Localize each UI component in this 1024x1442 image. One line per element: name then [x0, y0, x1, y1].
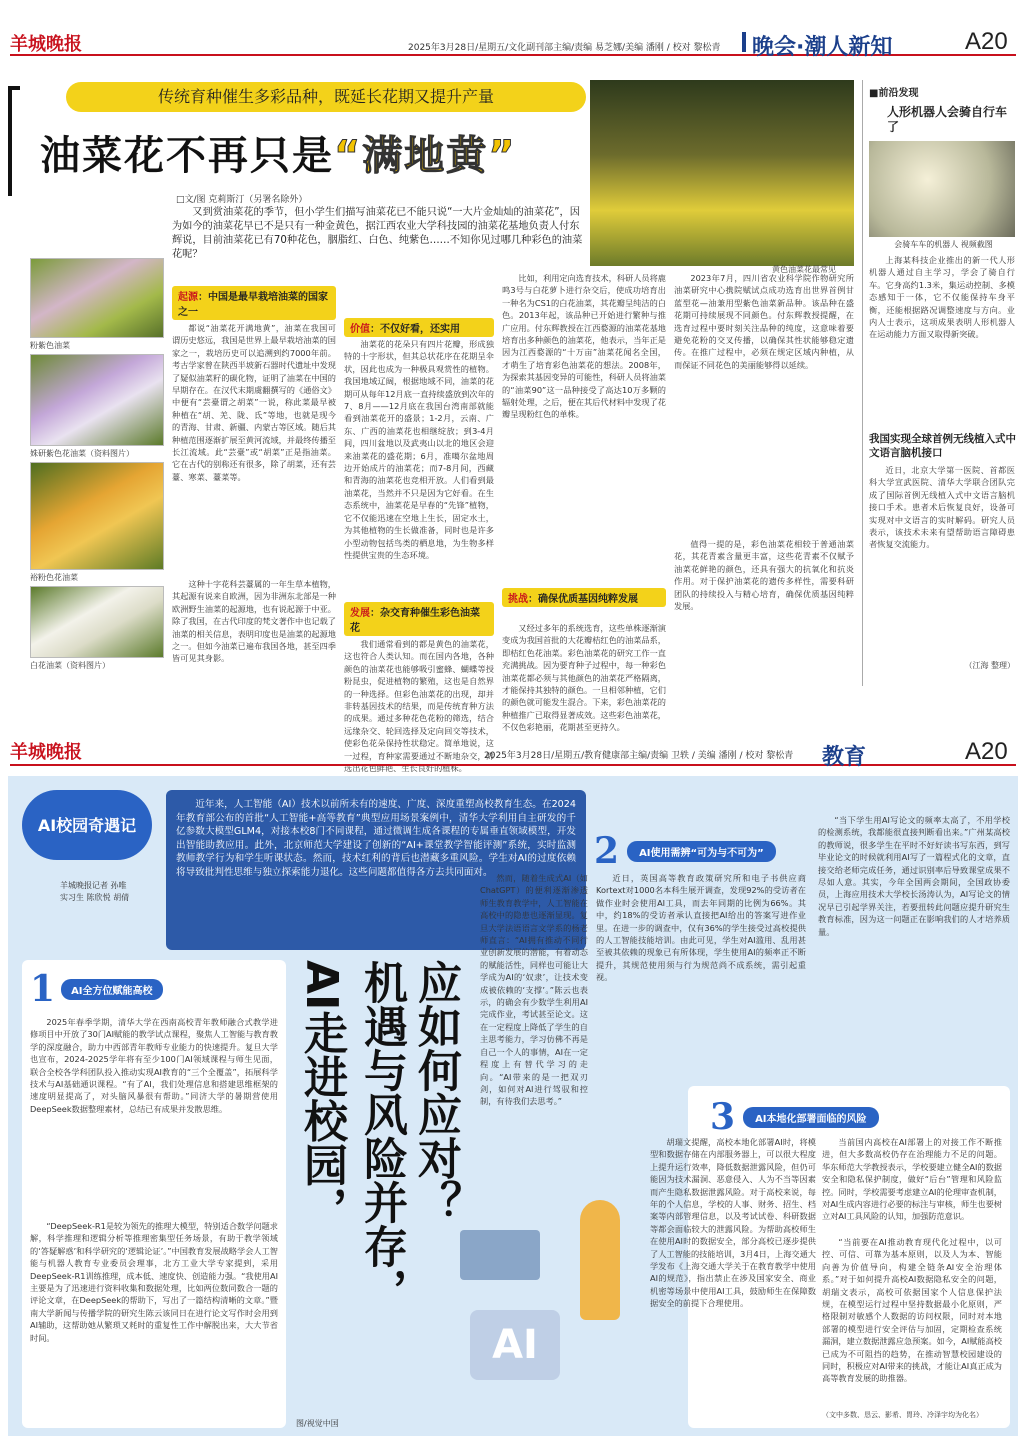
ai-campus-badge — [22, 790, 152, 860]
sidebar-signature: （江海 整理） — [964, 661, 1015, 670]
body-col-8 — [674, 538, 854, 684]
subhead-value-kicker: 价值 — [350, 324, 370, 335]
edu-page-number: A20 — [965, 738, 1008, 765]
sidebar-body-1: 上海某科技企业推出的新一代人形机器人通过自主学习，学会了骑自行车。它身高约1.3米，集运动控制、多模态感知于一体，它不仅能保持车身平衡，还能根据路况调整速度与方向。业内人士表示，这项成果表明人形机器人在运动能力方面又取得新突破。 — [869, 255, 1015, 340]
section3-body-2: 当前国内高校在AI部署上的对接工作不断推进，但大多数高校仍存在治理能力不足的问题。华东师范大学教授表示，学校要建立健全AI的数据安全和隐私保护制度，做好“后台”管理和风险监控。同时，学校需要考虑建立AI的伦理审查机制，对AI生成内容进行必要的标注与审核，师生也要树立对AI工具风险的认知，加强防范意识。 — [822, 1137, 1002, 1222]
body-col-2-text: 这种十字花科芸薹属的一年生草本植物，其起源有说来自欧洲，因为非洲东北部是一种欧洲野生油菜的起源地，也有说起源于中亚。除了我国，在古代印度的梵文著作中也记载了油菜的相关信息，表明印度也是油菜的起源地之一。但如今油菜已遍布我国各地，甚至四季皆可见其身影。 — [172, 579, 336, 664]
section2-body: 然而，随着生成式AI（如ChatGPT）的便利逐渐渗透师生教育教学中，人工智能在高校中的隐患也逐渐显现。复旦大学法语语言文学系的杨老师直言：“AI拥有推动不同行业创新发展的潜能，有着动态的赋能活性，同样也可能让大学成为AI的‘奴隶’，让技术变成被依赖的‘支撑’。”陈云也表示，的确会有少数学生利用AI完成作业，考试甚至论文。这在一定程度上降低了学生的自主思考能力，学习仿佛不再是自己一个人的事情，AI在一定程度上有替代学习的走向。“AI带来的是一把双刃剑，如何对AI进行驾驭和控制，有待我们去思考。” — [480, 873, 588, 1107]
subhead-development — [344, 602, 494, 636]
subhead-chal-kicker: 挑战 — [508, 594, 528, 605]
section2-number: 2 — [594, 830, 620, 872]
robot-photo-caption: 会骑车车的机器人 视频截图 — [894, 240, 993, 249]
body-col-7-text: 2023年7月，四川省农业科学院作物研究所油菜研究中心携院赋试点成功选育出世界首例甘蓝型花—油兼用型紫色油菜新品种。该品种在盛花期可持续展现不同颜色。付东辉教授提醒，在选育过程中要时刻关注品种的纯度，这意味着要避免花粉的交叉传播，以确保其性状能够稳定遗传。在推广过程中，必须在规定区域内种植，从而保证不同花色的美丽能够得以延续。 — [674, 273, 854, 370]
intro-text: 近年来，人工智能（AI）技术以前所未有的速度、广度、深度重塑高校教育生态。在2024年教育部公布的首批“人工智能+高等教育”典型应用场景案例中，清华大学利用自主研发的千亿参数大模型GLM4，对接本校8门不同课程，通过微调生成各课程的专属垂直领域模型，开发出智能助教应用。此外，北京师范大学建设了创新的“AI+课堂教学智能评测”系统，实时监测教师教学行为和学生听课状态。然而，技术红利的背后也潜藏多重风险。学生对AI的过度依赖将导致批判性思维与独立探索能力退化。这些问题都值得各方去共同面对。 — [176, 799, 576, 878]
ai-chip-icon: AI — [470, 1310, 560, 1380]
sidebar-title-2: 我国实现全球首例无线植入式中文语言脑机接口 — [869, 433, 1016, 459]
section1-body-2: “DeepSeek-R1是较为领先的推理大模型，特别适合数学问题求解，科学推理和逻辑分析等推理密集型任务场景，有助于教学领域的‘答疑解惑’和科学研究的‘逻辑论证’。”中国教育发展战略学会人工智能与机器人教育专业委员会理事，北方工业大学专家提到，采用DeepSeek-R1训练推理，成本低、速度快、创造能力强。“我使用AI主要是为了迅速进行资料收集和数据处理，比如两位数同数合一题的评论文章，在DeepSeek的帮助下，写出了一篇结构清晰的文章。”暨南大学新闻与传播学院的研究生陈云该同日在进行论文写作时会用到AI辅助，这帮助她从繁琐又耗时的重复性工作中解脱出来，大大节省时间。 — [30, 1221, 278, 1343]
headline-main: 油菜花不再只是 — [40, 133, 334, 179]
body-col-4-text: 我们通常看到的都是黄色的油菜花，这也符合人类认知。而在国内各地，各种颜色的油菜花也能够吸引蜜蜂、蝴蝶等授粉昆虫，促进植物的繁殖，这也是自然界的一种选择。但彩色油菜花的出现，却并非转基因技术的结果，而是传统育种方法的成果。通过多种花色花粉的筛选，结合远缘杂交、轮回选择及定向回交等技术，使彩色花朵保持性状稳定。简单地说，这一过程，育种家需要通过不断地杂交，筛选出花色鲜艳、生长良好的植株。 — [344, 639, 494, 774]
subhead-origin — [172, 286, 336, 320]
subhead-origin-kicker: 起源 — [178, 292, 198, 303]
section2-body-3: “当下学生用AI写论文的频率太高了，不用学校的检测系统，我都能很直接判断看出来。”广州某高校的教师说，很多学生在平时不好好读书写东西，到写毕业论文的时候就利用AI写了一篇程式化的文章，直接交给老师完成任务，通过识别率后导致课堂成果不尽如人意。其实，今年全国两会期间，全国政协委员，上海应用技术大学校长汤涛认为，AI写论文的情况早已引起学界关注，若要扭转此问题应提升研究生教育标准，因为这一问题正在影响我们的人才培养质量。 — [818, 815, 1010, 937]
section1-title: AI全方位赋能高校 — [61, 979, 162, 1000]
photo-pink-purple-rapeseed — [30, 258, 164, 338]
body-col-8-text: 值得一提的是，彩色油菜花相较于普通油菜花，其花青素含量更丰富，这些花青素不仅赋予油菜花鲜艳的颜色，还具有强大的抗氧化和抗炎作用。对于保护油菜花的遗传多样性，需要科研团队的持续投入与精心培育，确保优质基因纯粹发展。 — [674, 539, 854, 612]
section3-heading — [710, 1096, 879, 1138]
subhead-dev-kicker: 发展 — [350, 608, 370, 619]
body-col-5-text: 比如，利用定向选育技术，科研人员将鹿鸣3号与白花萝卜进行杂交后，使成功培育出一种名为CS1的白花油菜，其花瓣呈纯洁的白色。2013年起，该品种已开始进行繁种与推广应用。付东辉教授在江西婺源的油菜花基地培育出多种颜色的油菜花，他表示，当年正是因为江西婺源的“十万亩”油菜花闻名全国，才萌生了培育彩色油菜花的想法。2008年，为探索其基因变异的可能性，科研人员将油菜的“油菜90”这一品种接受了高达10万多颗的辐射处理，之后，便在其后代材料中发现了花瓣呈现粉红色的单株。 — [502, 273, 666, 420]
main-photo-caption: 黄色油菜花最常见 — [772, 265, 836, 274]
banner-subtitle: 传统育种催生多彩品种，既延长花期又提升产量 — [66, 82, 586, 112]
headline-accent: “满地黄” — [334, 133, 517, 179]
newspaper-logo: 羊城晚报 — [10, 34, 82, 55]
caption-3: 裕粉色花油菜 — [30, 573, 78, 582]
edu-masthead-dateline: 2025年3月28日/星期五/教育健康部主编/责编 卫轶 / 美编 潘刚 / 校对 黎松青 — [484, 751, 794, 761]
section3-number: 3 — [710, 1096, 736, 1138]
lead-text: 又到赏油菜花的季节，但小学生们描写油菜花已不能只说“一大片金灿灿的油菜花”，因为如今的油菜花早已不是只有一种金黄色，据江西农业大学科技园的油菜花基地负责人付东辉说，目前油菜花已有70种花色，胭脂红、白色、纯紫色……不知你见过哪几种彩色的油菜花呢？ — [172, 207, 583, 260]
body-col-5 — [502, 272, 666, 584]
body-col-4 — [344, 638, 494, 774]
section1-body: 2025年春季学期，清华大学在西南高校青年教师融合式教学进修项目中开放了30门AI赋能的教学试点课程，聚焦人工智能与教育教学的深度融合，助力中西部青年教师专业能力的快速提升。复旦大学也宣布，2024-2025学年将有至少100门AI领域课程与师生见面，联合全校各学科团队投入推动实现AI教育的“三个全覆盖”，拓展科学技术与AI基础通识课程。“有了AI，我们处理信息和搭建思维框架的速度明显提高了，对头脑风暴很有帮助。”同济大学的暑期营使用DeepSeek数据整理素材，总结已有成果并发散思维。 — [30, 1017, 278, 1114]
caption-4: 白花油菜（资料图片） — [30, 661, 110, 670]
masthead-dateline: 2025年3月28日/星期五/文化副刊部主编/责编 易芝娜/美编 潘刚 / 校对 黎松青 — [408, 43, 721, 53]
body-col-6-text: 又经过多年的系统选育，这些单株逐渐演变成为我国首批的大花瓣桔红色的油菜品系，即桔红色花油菜。彩色油菜花的研究工作一直充满挑战。因为要育种子过程中，每一种彩色油菜花都必须与其他颜色的油菜花严格隔离，才能保持其独特的颜色。一旦相邻种植，它们的颜色就可能发生混合。下来，彩色油菜花的种植推广已取得显著成效。这些彩色油菜花，不仅色彩艳丽，花期甚至更持久。 — [502, 623, 666, 733]
edu-headline-c: 应如何应对？ — [410, 960, 461, 1224]
body-col-3-text: 油菜花的花朵只有四片花瓣，形成独特的十字形状，但其总状花序在花期呈伞状，因此也成为一种极具观赏性的植物。我国地域辽阔，根据地域不同，油菜的花期可从每年12月底一直持续盛放到次年的7、8月——12月底在我国台湾南部就能看到油菜花开的盛景；1-2月，云南、广东、广西的油菜花也相继绽放；到3-4月间，四川盆地以及武夷山以北的地区会迎来油菜花的盛花期；6月，准噶尔盆地周边开始成片的油菜花；而7-8月间，西藏和青海的油菜花也竞相开放。人们看到最油菜花，当然并不只是因为它好看。在生态系统中，油菜花是早春的“先锋”植物，它不仅能迅速在空地上生长，固定水土，为其他植物的生长做准备，同时也是许多小型动物包括鸟类的栖息地，为生物多样性提供宝贵的生态环境。 — [344, 339, 494, 560]
section1-number: 1 — [30, 968, 56, 1010]
subhead-value — [344, 318, 494, 337]
section2-body-2: 近日，英国高等教育政策研究所和电子书供应商Kortext对1000名本科生展开调查，发现92%的受访者在做作业时会使用AI工具，而去年同期的比例为66%。其中，约18%的受访者承认直接把AI给出的答案写进作业里。在进一步的调查中，仅有36%的学生接受过高校提供的人工智能技能培训。由此可见，学生对AI滥用、乱用甚至被其依赖的现象已有所体现，学生使用AI的频率正不断提升，其规范使用须与行为规范尚不成系统，需引起重视。 — [596, 873, 806, 983]
edu-section-title: 教育 — [822, 745, 867, 770]
sidebar — [862, 80, 1018, 686]
photo-purple-rapeseed — [30, 354, 164, 446]
robot-bike-photo — [869, 141, 1015, 237]
section3-title: AI本地化部署面临的风险 — [743, 1107, 878, 1128]
photo-white-rapeseed — [30, 586, 164, 658]
body-col-3 — [344, 338, 494, 598]
person-icon — [580, 1200, 620, 1320]
section2-heading — [594, 830, 776, 872]
body-col-1-text: 都说“油菜花开满地黄”，油菜在我国可谓历史悠远，我国是世界上最早栽培油菜的国家之一，栽培历史可以追溯到约7000年前。考古学家曾在陕西半坡新石器时代遗址中发现了疑似油菜籽的碳化物，证明了油菜在中国的早期存在。在汉代末期虞翻撰写的《通俗文》中便有“芸臺谓之胡菜”一说，称此菜最早被种植在“胡、羌、陇、氐”等地，也就是现今的青海、甘肃、新疆、内蒙古等区域。随后其种植范围逐渐扩展至黄河流域，并最终传播至长江流域。此“芸臺”或“胡菜”正是指油菜。它在古代的别称还有很多，除了胡菜，还有芸薹、寒菜、薹菜等。 — [172, 323, 336, 482]
body-col-1 — [172, 322, 336, 572]
body-col-7 — [674, 272, 854, 532]
headline — [40, 124, 517, 181]
lead-paragraph — [172, 206, 586, 262]
section1-heading — [30, 968, 278, 1010]
caption-2: 姝研紫色花油菜（资料图片） — [30, 449, 134, 458]
caption-1: 粉紫色油菜 — [30, 341, 70, 350]
image-credit: 图/视觉中国 — [296, 1419, 339, 1428]
edu-headline-a: AI走进校园， — [296, 960, 347, 1231]
body-col-6 — [502, 622, 666, 733]
section3-body-3: “当前要在AI推动教育现代化过程中，以可控、可信、可靠为基本原则，以及人为本、智能向善为价值导向，构建全链条AI安全治理体系。”对于如何提升高校AI数据隐私安全的问题，胡瑞文表示，高校可依据国家个人信息保护法规，在模型运行过程中坚持数据最小化原则，严格限制对敏感个人数据的访问权限，同时对本地部署的模型进行安全评估与加固，定期检查系统漏洞，建立数据泄露应急预案。如今，AI赋能高校已成为不可阻挡的趋势，在推动智慧校园建设的同时，积极应对AI带来的挑战，才能让AI真正成为高等教育发展的助推器。 — [822, 1237, 1002, 1384]
edu-masthead — [10, 738, 1016, 770]
subhead-chal-title: ：确保优质基因纯粹发展 — [528, 594, 638, 605]
section3-signature: （文中多数、恳云、影希、胃玲、冷泽宇均为化名） — [822, 1411, 983, 1419]
body-col-2 — [172, 578, 336, 682]
subhead-value-title: ：不仅好看，还实用 — [370, 324, 460, 335]
edu-authors: 羊城晚报记者 孙唯 实习生 陈欣悦 胡倩 — [60, 881, 130, 902]
feature-bracket — [8, 86, 20, 196]
sidebar-title-1: 人形机器人会骑自行车了 — [887, 105, 1008, 134]
photo-orange-rapeseed — [30, 462, 164, 570]
top-masthead — [10, 28, 1016, 60]
edu-headline-b: 机遇与风险并存， — [356, 960, 407, 1312]
edu-newspaper-logo: 羊城晚报 — [10, 742, 82, 763]
laptop-icon — [460, 1230, 540, 1280]
subhead-challenge — [502, 588, 666, 607]
page-number: A20 — [965, 28, 1008, 55]
section1-card — [22, 960, 286, 1428]
main-photo — [590, 80, 854, 266]
section3-body: 胡瑞文提醒，高校本地化部署AI时，将模型和数据存储在内部服务器上，可以很大程度上提升运行效率，降低数据泄露风险，但仍可能因为技术漏洞、恶意侵入、人为不当等因素而产生隐私数据泄露风险。对于高校来说，每年的个人信息，学校的人事、财务、招生、档案等内部管理信息，以及考试试卷、科研数据等都会面临较大的泄露风险。为帮助高校师生在使用AI时的数据安全，部分高校已逐步提供了人工智能的技能培训，3月4日，上海交通大学发布《上海交通大学关于在教育教学中使用AI的规范》，指出禁止在涉及国家安全、商业机密等场景中使用AI工具，鼓励师生在保障数据安全的前提下合理使用。 — [650, 1137, 816, 1309]
byline: □文/图 克莉斯汀（另署名除外） — [176, 195, 308, 205]
subhead-dev-title: ：杂交育种催生彩色油菜花 — [350, 608, 480, 634]
section-title: 晚会·潮人新知 — [752, 35, 893, 60]
subhead-origin-title: ：中国是最早栽培油菜的国家之一 — [178, 292, 328, 318]
ai-campus-badge-text: AI校园奇遇记 — [37, 816, 137, 835]
sidebar-label: ■前沿发现 — [869, 88, 919, 99]
sidebar-body-2: 近日，北京大学第一医院、首都医科大学宣武医院、清华大学联合团队完成了国际首例无线植入式中文语言脑机接口手术。患者术后恢复良好，设备可实现对中文语言的实时解码。研究人员表示，该技术未来有望帮助语言障碍患者恢复交流能力。 — [869, 465, 1015, 550]
ai-illustration — [430, 1150, 680, 1400]
section-marker — [742, 32, 746, 52]
section2-title: AI使用需辨“可为与不可为” — [627, 841, 776, 862]
